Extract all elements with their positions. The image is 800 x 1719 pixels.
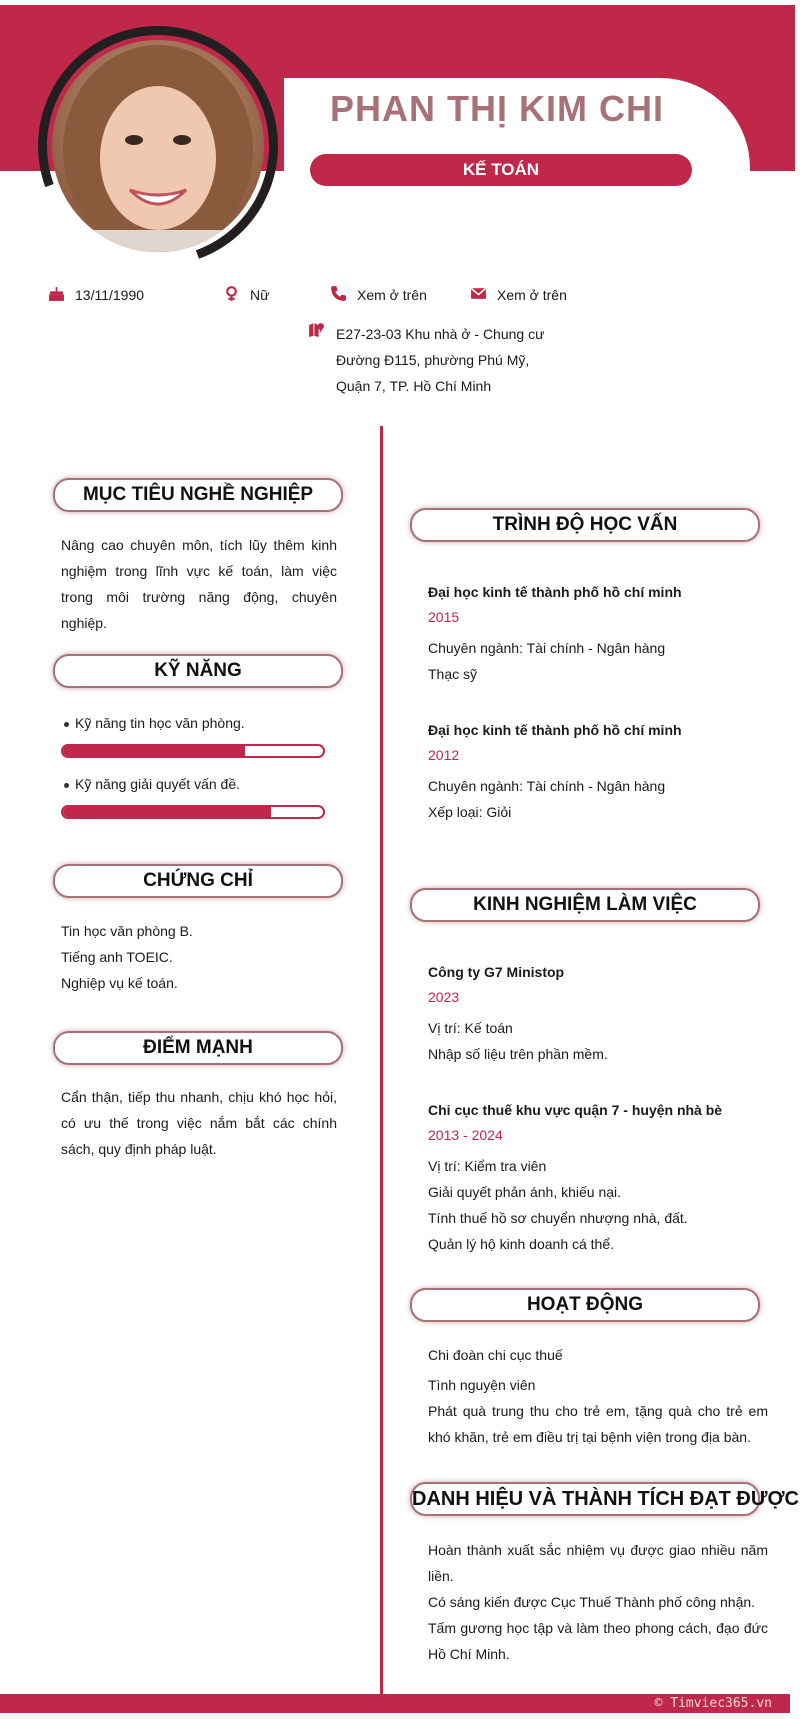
education-title: TRÌNH ĐỘ HỌC VẤN [410, 508, 760, 542]
address-block [336, 321, 576, 399]
experience-details [428, 1015, 768, 1067]
skill-name: Kỹ năng giải quyết vấn đề. [64, 776, 240, 792]
education-school: Đại học kinh tế thành phố hồ chí minh [428, 584, 682, 600]
birthday-info [48, 285, 144, 305]
phone-value: Xem ở trên [357, 287, 427, 303]
education-details [428, 773, 768, 825]
awards-details [428, 1537, 768, 1667]
experience-details [428, 1153, 768, 1257]
activities-line: Tình nguyện viên [428, 1377, 536, 1393]
email-icon [470, 285, 487, 305]
activities-line: Phát quà trung thu cho trẻ em, tặng quà cho trẻ em khó khăn, trẻ em điều trị tại bệnh viện trong địa bàn. [428, 1403, 768, 1445]
education-detail: Chuyên ngành: Tài chính - Ngân hàng [428, 640, 666, 656]
gender-info [223, 285, 269, 305]
skill-bar [61, 805, 325, 819]
objective-text: Nâng cao chuyên môn, tích lũy thêm kinh nghiệm trong lĩnh vực kế toán, làm việc trong môi trường năng động, chuyên nghiệp. [61, 537, 337, 631]
skill-bar-fill [63, 807, 271, 817]
education-detail: Chuyên ngành: Tài chính - Ngân hàng [428, 778, 666, 794]
education-detail: Xếp loại: Giỏi [428, 804, 512, 820]
award-item: Hoàn thành xuất sắc nhiệm vụ được giao nhiều năm liền. [428, 1542, 768, 1584]
address-line: E27-23-03 Khu nhà ở - Chung cư [336, 326, 545, 342]
candidate-name: PHAN THỊ KIM CHI [330, 88, 664, 129]
experience-title: KINH NGHIỆM LÀM VIỆC [410, 888, 760, 922]
skill-name: Kỹ năng tin học văn phòng. [64, 715, 245, 731]
experience-detail: Vị trí: Kế toán [428, 1020, 513, 1036]
certificate-item: Tiếng anh TOEIC. [61, 949, 173, 965]
activities-line: Chi đoàn chi cục thuế [428, 1347, 563, 1363]
address-line: Đường Đ115, phường Phú Mỹ, [336, 352, 530, 368]
strengths-text: Cẩn thận, tiếp thu nhanh, chịu khó học hỏi, có ưu thế trong việc nắm bắt các chính sách, quy định pháp luật. [61, 1089, 337, 1157]
activities-title: HOẠT ĐỘNG [410, 1288, 760, 1322]
certificate-item: Nghiệp vụ kế toán. [61, 975, 178, 991]
certificate-item: Tin học văn phòng B. [61, 923, 193, 939]
experience-detail: Tính thuế hồ sơ chuyển nhượng nhà, đất. [428, 1210, 688, 1226]
experience-company: Công ty G7 Ministop [428, 964, 565, 980]
gender-icon [223, 285, 240, 305]
awards-title: DANH HIỆU VÀ THÀNH TÍCH ĐẠT ĐƯỢC [410, 1482, 760, 1516]
certificates-list [61, 918, 337, 996]
address-line: Quận 7, TP. Hồ Chí Minh [336, 378, 492, 394]
email-info [470, 285, 567, 305]
education-details [428, 635, 768, 687]
column-divider [380, 426, 383, 1708]
experience-detail: Quản lý hộ kinh doanh cá thể. [428, 1236, 615, 1252]
cake-icon [48, 285, 65, 305]
award-item: Tấm gương học tập và làm theo phong cách, đạo đức Hồ Chí Minh. [428, 1620, 768, 1662]
experience-year: 2023 [428, 989, 460, 1005]
skills-title: KỸ NĂNG [53, 654, 343, 688]
phone-info [330, 285, 427, 305]
education-school: Đại học kinh tế thành phố hồ chí minh [428, 722, 682, 738]
experience-detail: Giải quyết phản ánh, khiếu nại. [428, 1184, 622, 1200]
strengths-title: ĐIỂM MẠNH [53, 1031, 343, 1065]
experience-detail: Vị trí: Kiểm tra viên [428, 1158, 547, 1174]
phone-icon [330, 285, 347, 305]
footer-band [0, 1694, 790, 1713]
experience-company: Chi cục thuế khu vực quận 7 - huyện nhà bè [428, 1102, 723, 1118]
objective-title: MỤC TIÊU NGHỀ NGHIỆP [53, 478, 343, 512]
education-year: 2012 [428, 747, 460, 763]
job-title: KẾ TOÁN [310, 154, 692, 186]
education-year: 2015 [428, 609, 460, 625]
activities-details [428, 1372, 768, 1450]
experience-detail: Nhập số liệu trên phần mềm. [428, 1046, 608, 1062]
address-icon-wrap [308, 321, 325, 341]
watermark: © Timviec365.vn [654, 1696, 772, 1711]
avatar [52, 40, 264, 252]
birthday-value: 13/11/1990 [75, 287, 145, 303]
email-value: Xem ở trên [497, 287, 567, 303]
skill-bar [61, 744, 325, 758]
skill-bar-fill [63, 746, 245, 756]
award-item: Có sáng kiến được Cục Thuế Thành phố công nhận. [428, 1594, 756, 1610]
education-detail: Thạc sỹ [428, 666, 478, 682]
map-icon [308, 321, 325, 341]
experience-year: 2013 - 2024 [428, 1127, 503, 1143]
gender-value: Nữ [250, 287, 270, 303]
certificates-title: CHỨNG CHỈ [53, 864, 343, 898]
